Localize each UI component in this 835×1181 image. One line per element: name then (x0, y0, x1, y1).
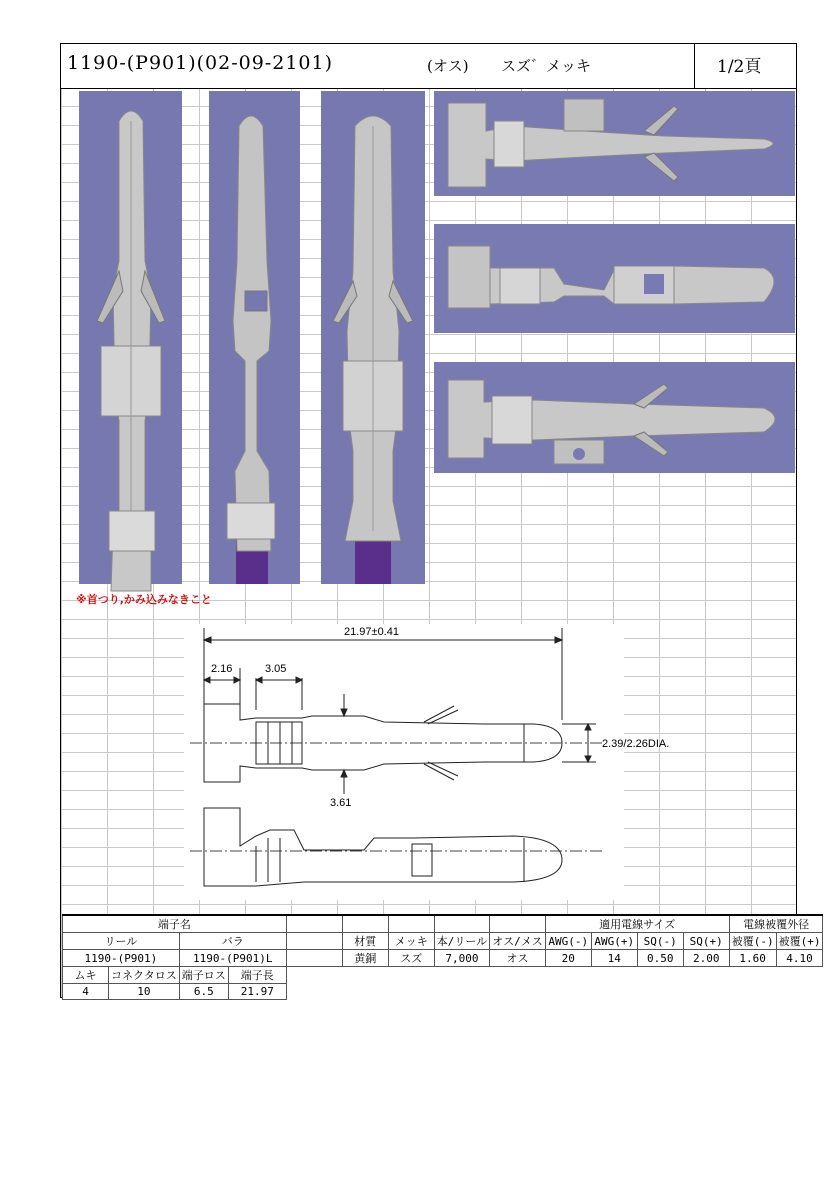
loose-part-value: 1190-(P901)L (179, 950, 286, 967)
page-number: 1/2頁 (717, 57, 762, 77)
terminal-length-value: 21.97 (228, 984, 286, 1000)
terminal-photo-front (79, 91, 182, 584)
quality-note: ※首つり,かみ込みなきこと (76, 593, 212, 606)
dim-a-label: 2.16 (211, 663, 233, 675)
sq-max-value: 2.00 (683, 950, 729, 967)
terminal-photo-bottom (434, 362, 795, 473)
plating-value: スズ (388, 950, 434, 967)
loose-header: バラ (179, 933, 286, 950)
terminal-photo-side (209, 91, 300, 584)
terminal-loss-value: 6.5 (179, 984, 228, 1000)
connector-loss-value: 10 (109, 984, 180, 1000)
terminal-outline-side (204, 808, 562, 886)
insulation-header: 電線被覆外径 (729, 915, 823, 933)
awg-min-header: AWG(-) (545, 933, 591, 950)
awg-max-value: 14 (591, 950, 637, 967)
sheet-header (61, 44, 796, 89)
strip-header: ムキ (63, 967, 109, 984)
ins-max-value: 4.10 (776, 950, 823, 967)
terminal-length-header: 端子長 (228, 967, 286, 984)
header-divider (694, 44, 695, 88)
plating-header: メッキ (388, 933, 434, 950)
table-row (63, 915, 823, 933)
table-row (63, 950, 823, 967)
awg-max-header: AWG(+) (591, 933, 637, 950)
dim-c-label: 3.61 (330, 797, 352, 809)
sq-max-header: SQ(+) (683, 933, 729, 950)
reel-header: リール (63, 933, 180, 950)
terminal-photo-top (434, 91, 795, 196)
male-female-value: オス (490, 950, 546, 967)
ins-max-header: 被覆(+) (776, 933, 823, 950)
male-female-header: オス/メス (490, 933, 546, 950)
reel-part-value: 1190-(P901) (63, 950, 180, 967)
sq-min-header: SQ(-) (637, 933, 683, 950)
dim-diameter-label: 2.39/2.26DIA. (602, 738, 670, 750)
spec-table (62, 914, 823, 1000)
ins-min-value: 1.60 (729, 950, 776, 967)
dim-overall-label: 21.97±0.41 (344, 626, 399, 638)
terminal-name-header: 端子名 (63, 915, 287, 933)
wire-size-header: 適用電線サイズ (545, 915, 729, 933)
ins-min-header: 被覆(-) (729, 933, 776, 950)
table-row (63, 967, 823, 984)
terminal-photo-profile (434, 224, 795, 333)
awg-min-value: 20 (545, 950, 591, 967)
gender-label: (オス) (427, 57, 469, 75)
plating-label: スズ゛メッキ (501, 57, 592, 75)
strip-value: 4 (63, 984, 109, 1000)
connector-loss-header: コネクタロス (109, 967, 180, 984)
terminal-loss-header: 端子ロス (179, 967, 228, 984)
table-row (63, 984, 823, 1000)
qty-value: 7,000 (434, 950, 489, 967)
table-row (63, 933, 823, 950)
part-number: 1190-(P901)(02-09-2101) (67, 52, 334, 74)
terminal-drawing (184, 624, 670, 900)
material-header: 材質 (342, 933, 388, 950)
terminal-photo-back (321, 91, 425, 584)
sq-min-value: 0.50 (637, 950, 683, 967)
qty-header: 本/リール (434, 933, 489, 950)
material-value: 黄銅 (342, 950, 388, 967)
dim-b-label: 3.05 (265, 663, 287, 675)
